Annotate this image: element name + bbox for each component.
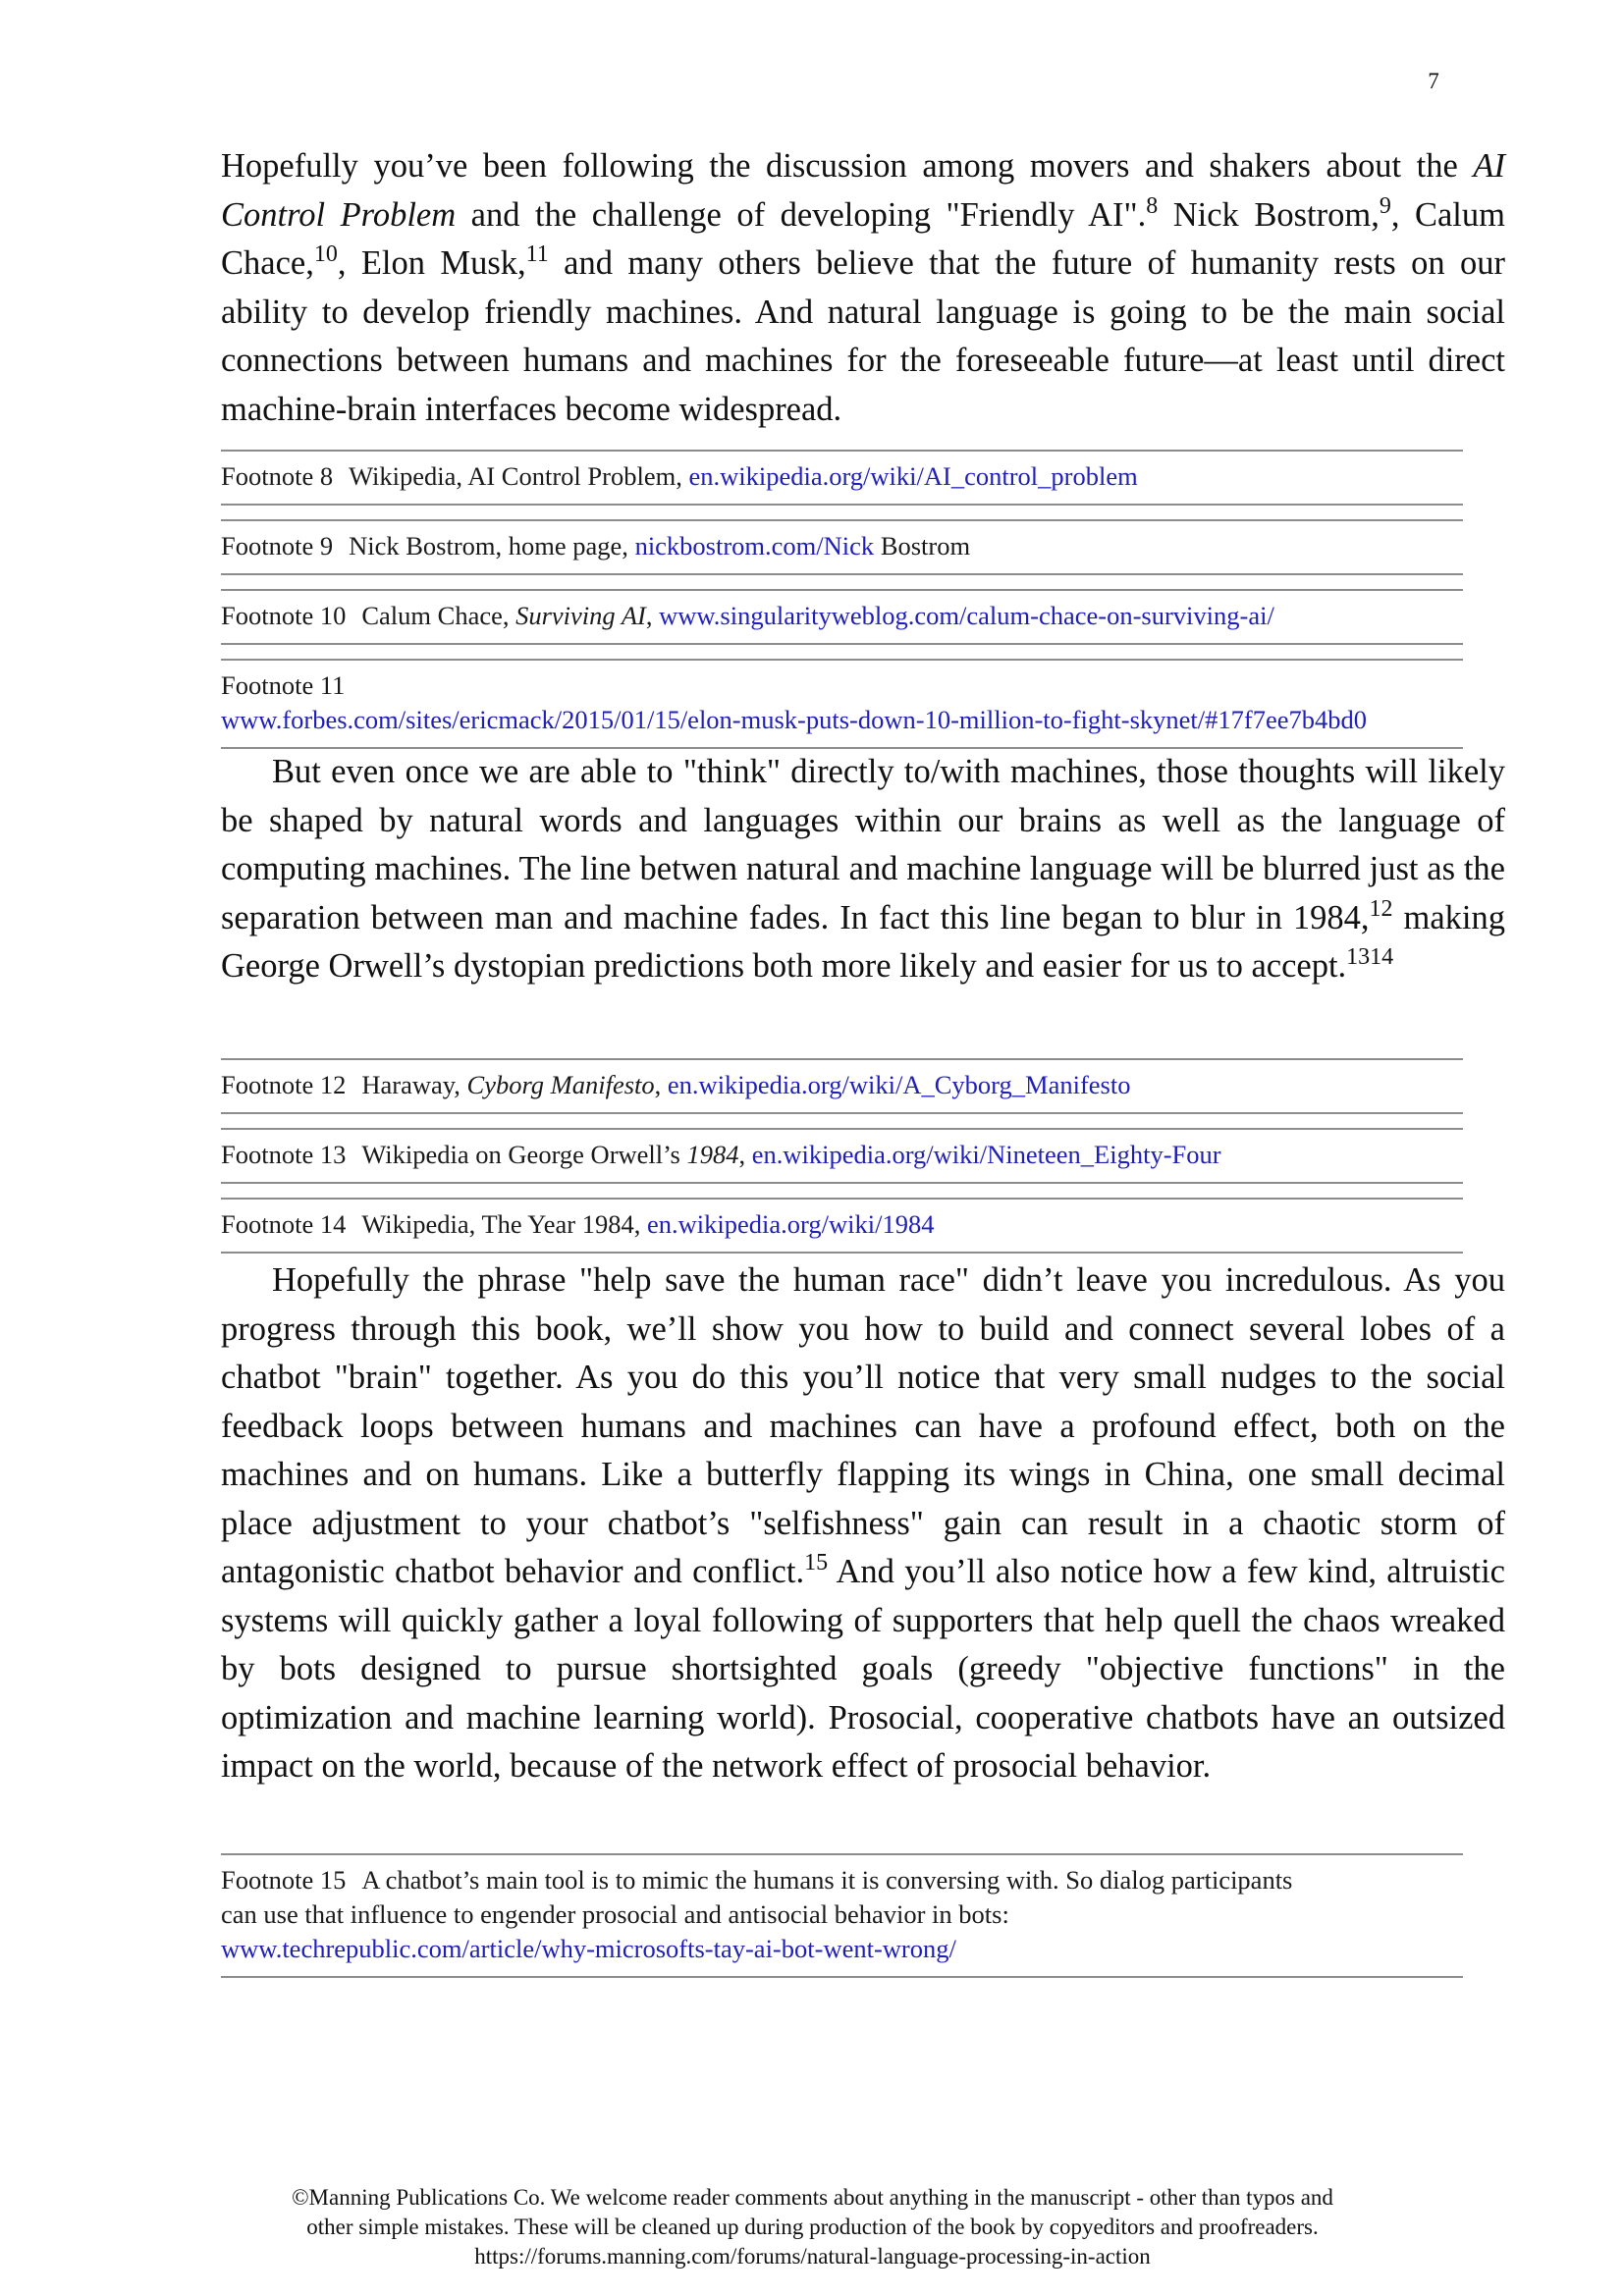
footnote-ref-11[interactable]: 11 bbox=[525, 241, 549, 267]
footnote-15: Footnote 15 A chatbot’s main tool is to mimic the humans it is conversing with. So dialog participants can use that influence to engender prosocial and antisocial behavior in bots: www.techrepublic.com/article/why-microsofts-tay-ai-bot-went-wrong/ bbox=[221, 1853, 1463, 1978]
footnote-8: Footnote 8 Wikipedia, AI Control Problem, en.wikipedia.org/wiki/AI_control_problem bbox=[221, 450, 1463, 506]
footnote-label: Footnote 15 bbox=[221, 1865, 347, 1895]
footnote-ref-10[interactable]: 10 bbox=[313, 241, 338, 267]
footnote-link[interactable]: www.techrepublic.com/article/why-microsofts-tay-ai-bot-went-wrong/ bbox=[221, 1934, 956, 1963]
footnote-14: Footnote 14 Wikipedia, The Year 1984, en.wikipedia.org/wiki/1984 bbox=[221, 1198, 1463, 1254]
footnote-group-3 bbox=[221, 1853, 1463, 1978]
footnote-link[interactable]: en.wikipedia.org/wiki/AI_control_problem bbox=[688, 461, 1138, 491]
footnote-link[interactable]: en.wikipedia.org/wiki/1984 bbox=[647, 1209, 935, 1239]
paragraph-1: Hopefully you’ve been following the discussion among movers and shakers about the AI Control Problem and the challenge of developing "Friendly AI".$^8$ Nick Bostrom,$^9$, Calum Chace,$^{10}$, Elon Musk,$^{11}$ and many others believe that the future of humanity rests on our ability to develop friendly machines. And natural language is going to be the main social connections between humans and machines for the foreseeable future—at least until direct machine-brain interfaces become widespread. bbox=[221, 147, 1505, 428]
paragraph-2: But even once we are able to "think" directly to/with machines, those thoughts will likely be shaped by natural words and languages within our brains as well as the language of computing machines. The line betwen natural and machine language will be blurred just as the separation between man and machine fades. In fact this line began to blur in 1984,12 making George Orwell’s dystopian predictions both more likely and easier for us to accept.$^{1314}$ bbox=[221, 753, 1506, 985]
footnote-11 bbox=[221, 659, 1463, 749]
footnote-13: Footnote 13 Wikipedia on George Orwell’s 1984, en.wikipedia.org/wiki/Nineteen_Eighty-Four bbox=[221, 1128, 1463, 1184]
footnote-label: Footnote 13 bbox=[221, 1140, 347, 1169]
footnote-ref-9[interactable]: 9 bbox=[1379, 192, 1391, 219]
footnote-group-1 bbox=[221, 450, 1463, 749]
footnote-label: Footnote 14 bbox=[221, 1209, 347, 1239]
footnote-group-2 bbox=[221, 1058, 1463, 1254]
footnote-label: Footnote 10 bbox=[221, 601, 347, 630]
footnote-label: Footnote 12 bbox=[221, 1070, 347, 1099]
footnote-link[interactable]: en.wikipedia.org/wiki/Nineteen_Eighty-Four bbox=[751, 1140, 1221, 1169]
footnote-ref-13-14[interactable]: 1314 bbox=[1346, 944, 1394, 970]
page-number: 7 bbox=[1428, 69, 1439, 93]
footnote-link[interactable]: www.singularityweblog.com/calum-chace-on-surviving-ai/ bbox=[659, 601, 1274, 630]
footnote-link[interactable]: www.forbes.com/sites/ericmack/2015/01/15/elon-musk-puts-down-10-million-to-fight-skynet/#17f7ee7b4bd0 bbox=[221, 705, 1368, 734]
footnote-ref-12[interactable]: 12 bbox=[1369, 895, 1393, 922]
footer-forum-link[interactable]: https://forums.manning.com/forums/natural-language-processing-in-action bbox=[474, 2244, 1151, 2269]
footnote-ref-15[interactable]: 15 bbox=[804, 1550, 829, 1575]
footnote-12: Footnote 12 Haraway, Cyborg Manifesto, en.wikipedia.org/wiki/A_Cyborg_Manifesto bbox=[221, 1058, 1463, 1114]
footnote-ref-8[interactable]: 8 bbox=[1146, 192, 1159, 219]
paragraph-3: Hopefully the phrase "help save the human race" didn’t leave you incredulous. As you progress through this book, we’ll show you how to build and connect several lobes of a chatbot "brain" together. As you do this you’ll notice that very small nudges to the social feedback loops between humans and machines can have a profound effect, both on the machines and on humans. Like a butterfly flapping its wings in China, one small decimal place adjustment to your chatbot’s "selfishness" gain can result in a chaotic storm of antagonistic chatbot behavior and conflict.$^{15}$ And you’ll also notice how a few kind, altruistic systems will quickly gather a loyal following of supporters that help quell the chaos wreaked by bots designed to pursue shortsighted goals (greedy "objective functions" in the optimization and machine learning world). Prosocial, cooperative chatbots have an outsized impact on the world, because of the network effect of prosocial behavior. bbox=[221, 1261, 1505, 1785]
footnote-label: Footnote 9 bbox=[221, 531, 334, 561]
para1-text: Hopefully you’ve been following the discussion among movers and shakers about the bbox=[221, 147, 1474, 185]
page-footer bbox=[221, 2183, 1404, 2271]
footer-line-2: other simple mistakes. These will be cleaned up during production of the book by copyeditors and proofreaders. bbox=[306, 2215, 1319, 2239]
footnote-link[interactable]: en.wikipedia.org/wiki/A_Cyborg_Manifesto bbox=[667, 1070, 1131, 1099]
footnote-10: Footnote 10 Calum Chace, Surviving AI, www.singularityweblog.com/calum-chace-on-surviving-ai/ bbox=[221, 589, 1463, 645]
footnote-label: Footnote 8 bbox=[221, 461, 334, 491]
footer-line-1: ©Manning Publications Co. We welcome reader comments about anything in the manuscript - other than typos and bbox=[292, 2185, 1333, 2210]
footnote-link[interactable]: nickbostrom.com/Nick bbox=[634, 531, 875, 561]
ai-control-problem-term: AI Control Problem bbox=[221, 147, 1505, 234]
footnote-label: Footnote 11 bbox=[221, 670, 346, 700]
footnote-9: Footnote 9 Nick Bostrom, home page, nickbostrom.com/Nick Bostrom bbox=[221, 519, 1463, 575]
